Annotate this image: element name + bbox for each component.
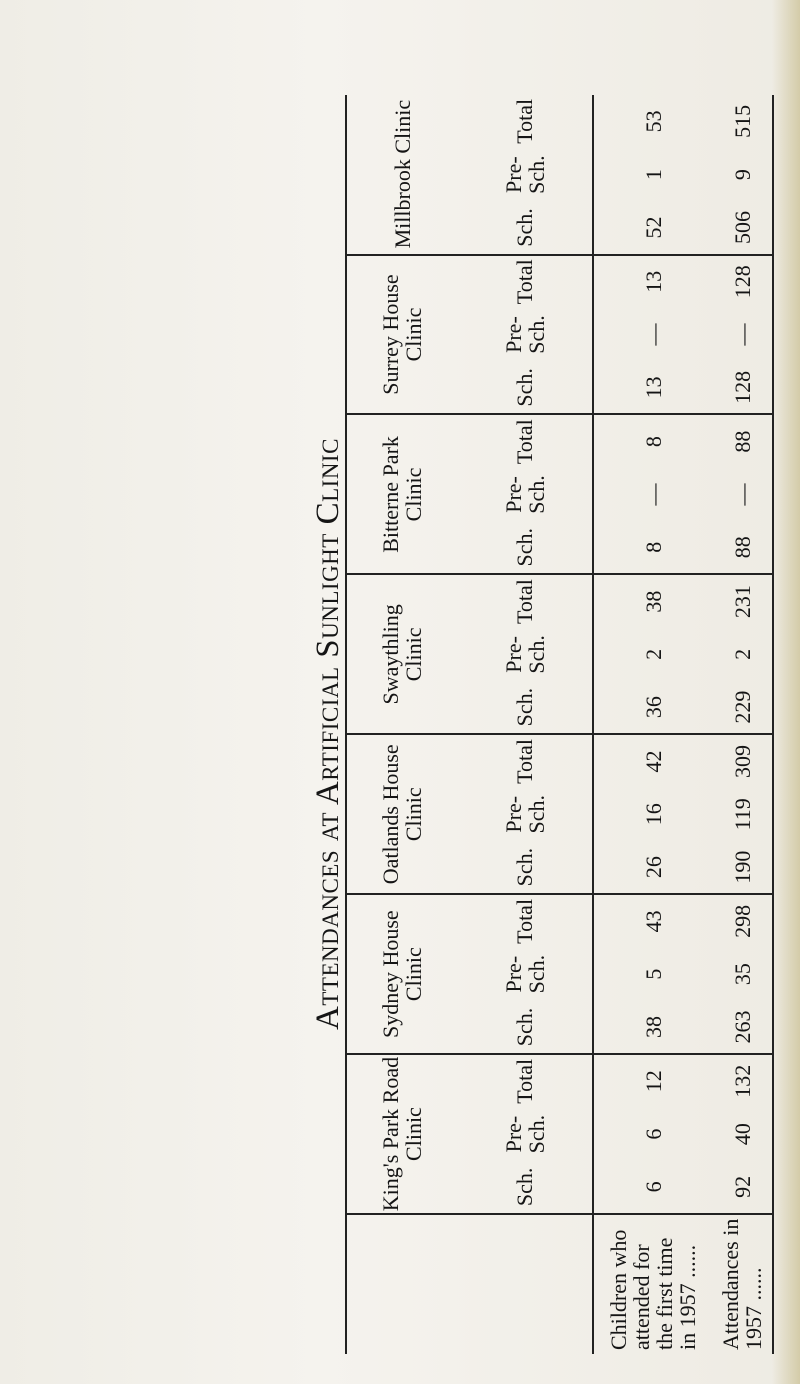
cell: 26 [640,856,666,879]
cell: 40 [729,1123,755,1146]
cell: 132 [712,1054,773,1107]
col-header-presch: Pre-Sch. [500,954,549,994]
col-header-presch: Pre-Sch. [500,315,549,354]
row-label-first-time: Children who attended for the first time in 1957 ...... [593,1214,712,1354]
cell: 128 [729,370,755,404]
cell: 13 [593,255,712,308]
col-header-sch: Sch. [512,687,537,727]
col-header-total: Total [457,574,593,627]
attendance-table [345,95,774,1354]
table-title: Attendances at Artificial Sunlight Clinic [310,438,346,1030]
cell: 8 [593,414,712,467]
cell: 298 [712,894,773,947]
cell: 190 [729,850,755,884]
row-label-header [346,1214,593,1354]
col-header-sch: Sch. [512,368,537,407]
cell: 92 [729,1175,755,1198]
col-header-total: Total [457,734,593,787]
cell: 8 [640,541,666,553]
col-header-total: Total [457,414,593,467]
col-header-total: Total [512,98,537,144]
clinic-name: King's Park Road Clinic [346,1054,457,1214]
cell: 53 [640,110,666,133]
cell: 38 [640,1015,666,1038]
cell: 128 [712,255,773,308]
cell: 2 [729,648,755,660]
cell: 12 [593,1054,712,1107]
cell: — [729,483,755,506]
col-header-sch: Sch. [512,528,537,567]
rotated-table-block [0,84,800,1384]
cell: 119 [729,798,755,831]
clinic-name: Swaythling Clinic [346,574,457,734]
cell: 6 [640,1181,666,1193]
cell: 43 [593,894,712,947]
clinic-name: Bitterne Park Clinic [346,414,457,574]
cell: 263 [729,1010,755,1044]
cell: 309 [712,734,773,787]
col-header-sch: Sch. [512,208,537,247]
cell: 16 [640,803,666,826]
cell: 2 [640,648,666,660]
cell: 88 [712,414,773,467]
table-row [593,95,712,1354]
cell: 231 [712,574,773,627]
clinic-name: Surrey House Clinic [346,255,457,415]
col-header-total: Total [457,255,593,308]
col-header-presch: Pre-Sch. [500,1114,549,1154]
cell: 506 [729,210,755,244]
col-header-presch: Pre-Sch. [500,795,549,834]
cell: 38 [593,574,712,627]
cell: 13 [640,376,666,399]
col-header-presch: Pre-Sch. [500,635,549,674]
cell: — [640,323,666,346]
col-header-total: Total [457,1054,593,1107]
table-row [712,95,773,1354]
clinic-name: Oatlands House Clinic [346,734,457,894]
col-header-sch: Sch. [512,847,537,887]
cell: 52 [640,216,666,239]
cell: 5 [640,968,666,980]
col-header-sch: Sch. [512,1007,537,1047]
cell: — [729,323,755,346]
cell: 36 [640,696,666,719]
cell: 9 [729,169,755,181]
cell: 42 [593,734,712,787]
cell: 1 [640,169,666,181]
row-label-attendances: Attendances in 1957 ...... [712,1214,773,1354]
cell: 6 [640,1128,666,1140]
col-header-total: Total [457,894,593,947]
col-header-presch: Pre-Sch. [500,475,549,514]
col-header-sch: Sch. [512,1167,537,1207]
cell: 515 [729,104,755,138]
clinic-name: Sydney House Clinic [346,894,457,1054]
cell: 229 [729,690,755,724]
cell: 35 [729,963,755,986]
cell: — [640,483,666,506]
col-header-presch: Pre-Sch. [500,155,549,194]
cell: 88 [729,536,755,559]
clinic-name: Millbrook Clinic [389,99,415,249]
